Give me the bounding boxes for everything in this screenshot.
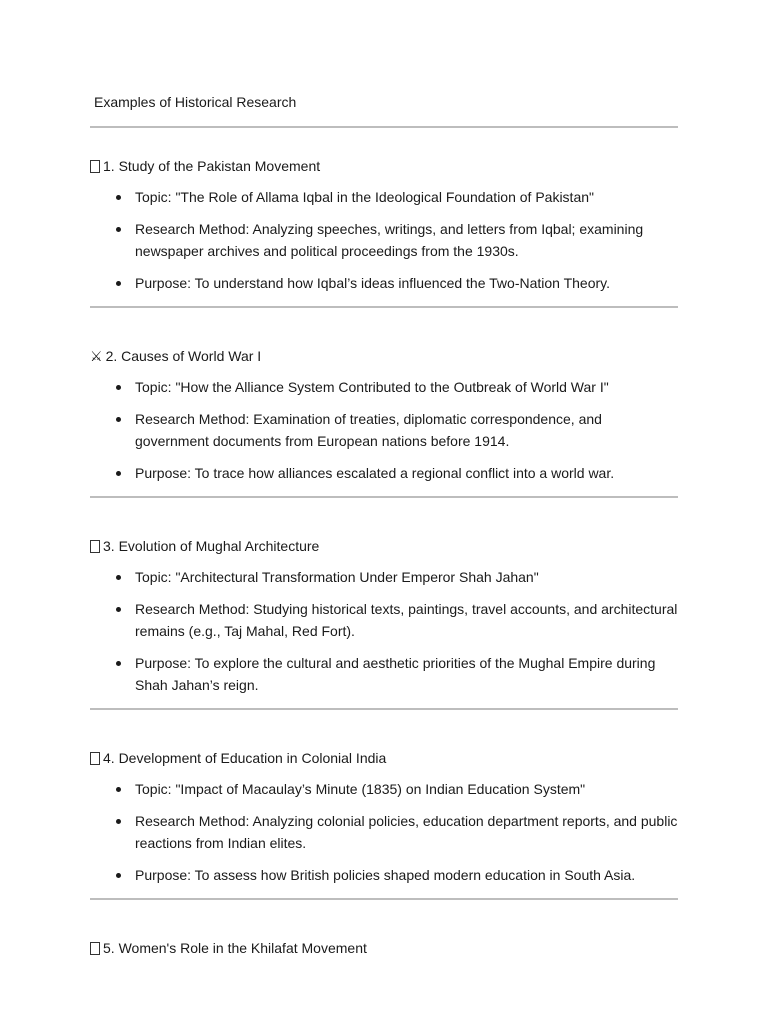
list-item: Purpose: To assess how British policies shaped modern education in South Asia. bbox=[90, 864, 678, 886]
list-item: Research Method: Analyzing colonial policies, education department reports, and public reactions from Indian elites. bbox=[90, 810, 678, 854]
document-page bbox=[90, 92, 678, 958]
sections-container bbox=[90, 128, 678, 958]
bullet-list bbox=[90, 376, 678, 484]
section-heading-text: 4. Development of Education in Colonial India bbox=[103, 750, 387, 766]
section-heading bbox=[90, 346, 678, 366]
page-title: Examples of Historical Research bbox=[94, 94, 297, 110]
list-item: Topic: "How the Alliance System Contributed to the Outbreak of World War I" bbox=[90, 376, 678, 398]
section-heading-text: 3. Evolution of Mughal Architecture bbox=[103, 538, 320, 554]
list-item: Research Method: Analyzing speeches, writings, and letters from Iqbal; examining newspaper archives and political proceedings from the 1930s. bbox=[90, 218, 678, 262]
section-heading bbox=[90, 938, 678, 958]
list-item: Purpose: To understand how Iqbal’s ideas influenced the Two-Nation Theory. bbox=[90, 272, 678, 294]
section-heading bbox=[90, 536, 678, 556]
list-item: Topic: "Architectural Transformation Under Emperor Shah Jahan" bbox=[90, 566, 678, 588]
section-heading bbox=[90, 748, 678, 768]
mosque-icon bbox=[90, 540, 100, 553]
list-item: Topic: "The Role of Allama Iqbal in the Ideological Foundation of Pakistan" bbox=[90, 186, 678, 208]
list-item: Purpose: To explore the cultural and aesthetic priorities of the Mughal Empire during Shah Jahan’s reign. bbox=[90, 652, 678, 696]
woman-icon bbox=[90, 942, 100, 955]
bullet-list bbox=[90, 778, 678, 886]
list-item: Topic: "Impact of Macaulay’s Minute (1835) on Indian Education System" bbox=[90, 778, 678, 800]
book-icon bbox=[90, 160, 100, 173]
list-item: Research Method: Examination of treaties, diplomatic correspondence, and government documents from European nations before 1914. bbox=[90, 408, 678, 452]
crossed-swords-icon: ⚔ bbox=[90, 348, 103, 364]
bullet-list bbox=[90, 566, 678, 696]
school-icon bbox=[90, 752, 100, 765]
section-heading-text: 5. Women's Role in the Khilafat Movement bbox=[103, 940, 367, 956]
list-item: Purpose: To trace how alliances escalated a regional conflict into a world war. bbox=[90, 462, 678, 484]
list-item: Research Method: Studying historical texts, paintings, travel accounts, and architectural remains (e.g., Taj Mahal, Red Fort). bbox=[90, 598, 678, 642]
section-heading bbox=[90, 156, 678, 176]
section-heading-text: 1. Study of the Pakistan Movement bbox=[103, 158, 321, 174]
section-heading-text: 2. Causes of World War I bbox=[105, 348, 262, 364]
bullet-list bbox=[90, 186, 678, 294]
